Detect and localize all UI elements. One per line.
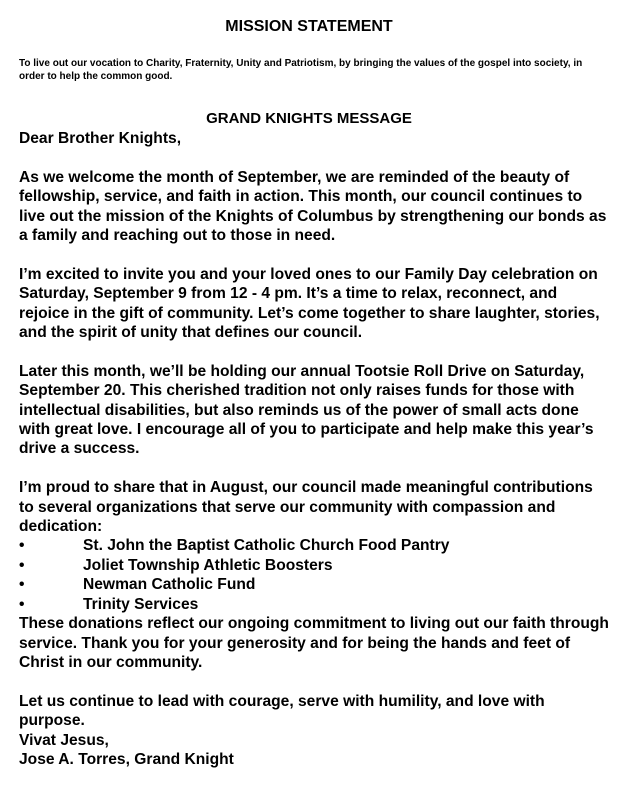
paragraph-contributions: I’m proud to share that in August, our council made meaningful contributions to several organizations that serve our community with compassion and dedication: [19, 479, 593, 536]
signature: Jose A. Torres, Grand Knight [19, 750, 234, 768]
bullet: • [19, 576, 25, 594]
organization-name: Joliet Township Athletic Boosters [83, 556, 333, 574]
mission-statement-title: MISSION STATEMENT [225, 18, 393, 35]
organization-name: Newman Catholic Fund [83, 576, 256, 594]
signoff: Vivat Jesus, [19, 731, 109, 749]
list-item [19, 536, 609, 555]
paragraph-tootsie-roll: Later this month, we’ll be holding our annual Tootsie Roll Drive on Saturday, September 20. This cherished tradition not only raises funds for those with intellectual disabilities, but also reminds us of the power of small acts done with great love. I encourage all of you to participate and help make this year’s drive a success. [19, 362, 594, 458]
paragraph-donations: These donations reflect our ongoing commitment to living out our faith through service. Thank you for your generosity and for being the hands and feet of Christ in our community. [19, 615, 609, 671]
organization-name: Trinity Services [83, 595, 199, 613]
list-item [19, 556, 609, 575]
closing-paragraph: Let us continue to lead with courage, serve with humility, and love with purpose. [19, 692, 545, 730]
mission-statement-text: To live out our vocation to Charity, Fraternity, Unity and Patriotism, by bringing the values of the gospel into society, in order to help the common good. [19, 58, 583, 82]
bullet: • [19, 556, 25, 574]
bullet: • [19, 537, 25, 555]
paragraph-september: As we welcome the month of September, we are reminded of the beauty of fellowship, service, and faith in action. This month, our council continues to live out the mission of the Knights of Columbus by strengthening our bonds as a family and reaching out to those in need. [19, 168, 607, 245]
salutation: Dear Brother Knights, [19, 130, 182, 147]
grand-knights-message-title: GRAND KNIGHTS MESSAGE [206, 110, 412, 127]
organization-name: St. John the Baptist Catholic Church Food Pantry [83, 537, 450, 555]
paragraph-family-day: I’m excited to invite you and your loved ones to our Family Day celebration on Saturday, September 9 from 12 - 4 pm. It’s a time to relax, reconnect, and rejoice in the gift of community. Let’s come together to share laughter, stories, and the spirit of unity that defines our council. [19, 265, 600, 342]
list-item [19, 575, 609, 594]
organizations-list [19, 536, 609, 614]
bullet: • [19, 595, 25, 613]
list-item [19, 595, 609, 614]
letter-body [19, 129, 609, 769]
